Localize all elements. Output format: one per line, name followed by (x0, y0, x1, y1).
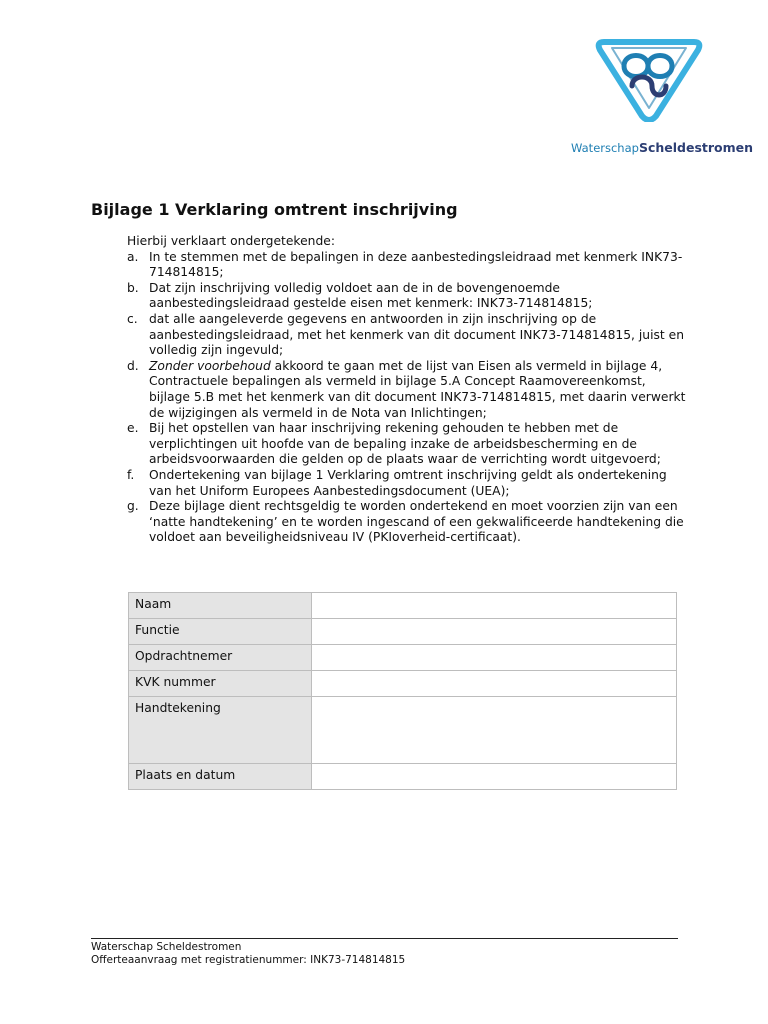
form-label: Functie (129, 619, 312, 645)
list-marker: c. (127, 311, 138, 326)
form-row-handtekening (129, 697, 677, 764)
list-marker: b. (127, 280, 139, 295)
page-footer (91, 938, 678, 967)
form-label: Opdrachtnemer (129, 645, 312, 671)
list-item (127, 359, 687, 421)
footer-organization: Waterschap Scheldestromen (91, 941, 242, 953)
list-item (127, 499, 687, 546)
page-title: Bijlage 1 Verklaring omtrent inschrijving (91, 200, 458, 219)
function-field[interactable] (312, 619, 677, 645)
list-item-emphasis: Zonder voorbehoud (149, 358, 271, 373)
list-item-text: In te stemmen met de bepalingen in deze aanbestedingsleidraad met kenmerk INK73-714814815; (149, 249, 683, 280)
list-item-text: Deze bijlage dient rechtsgeldig te worden ondertekend en moet voorzien zijn van een ‘natte handtekening’ en te worden ingescand of een gekwalificeerde handtekening die voldoet aan beveiligheidsniveau IV (PKIoverheid-certificaat). (149, 499, 684, 545)
list-item (127, 312, 687, 359)
footer-reference: Offerteaanvraag met registratienummer: INK73-714814815 (91, 954, 406, 966)
list-item (127, 468, 687, 499)
list-item-text: Bij het opstellen van haar inschrijving rekening gehouden te hebben met de verplichtingen uit hoofde van de bepaling inzake de arbeidsbescherming en de arbeidsvoorwaarden die gelden op de plaats waar de verrichting wordt uitgevoerd; (149, 421, 661, 467)
form-row-opdrachtnemer (129, 645, 677, 671)
list-marker: d. (127, 358, 139, 373)
signature-field[interactable] (312, 697, 677, 764)
place-date-field[interactable] (312, 764, 677, 790)
form-label: Handtekening (129, 697, 312, 764)
waterschap-logo-icon (594, 36, 704, 122)
list-item (127, 281, 687, 312)
declaration-body (127, 234, 687, 546)
list-item (127, 421, 687, 468)
list-marker: g. (127, 499, 139, 514)
form-row-plaats-datum (129, 764, 677, 790)
form-row-kvk (129, 671, 677, 697)
form-row-naam (129, 593, 677, 619)
list-item (127, 250, 687, 281)
list-marker: e. (127, 421, 139, 436)
signature-form-table (128, 592, 677, 790)
list-marker: a. (127, 249, 139, 264)
logo-prefix: Waterschap (571, 141, 639, 155)
list-item-text: Ondertekening van bijlage 1 Verklaring omtrent inschrijving geldt als ondertekening van het Uniform Europees Aanbestedingsdocument (UEA); (149, 467, 667, 498)
list-marker: f. (127, 467, 135, 482)
logo-brand: Scheldestromen (638, 140, 754, 155)
form-label: Plaats en datum (129, 764, 312, 790)
list-item-text: dat alle aangeleverde gegevens en antwoorden in zijn inschrijving op de aanbestedingsleidraad, met het kenmerk van dit document INK73-714814815, juist en volledig zijn ingevuld; (149, 311, 684, 358)
form-label: Naam (129, 593, 312, 619)
list-item-text: akkoord te gaan met de lijst van Eisen als vermeld in bijlage 4, Contractuele bepalingen als vermeld in bijlage 5.A Concept Raamovereenkomst, bijlage 5.B met het kenmerk van dit document INK73-714814815, met daarin verwerkt de wijzigingen als vermeld in de Nota van Inlichtingen; (149, 358, 686, 420)
contractor-field[interactable] (312, 645, 677, 671)
logo-wordmark (571, 140, 753, 155)
name-field[interactable] (312, 593, 677, 619)
form-label: KVK nummer (129, 671, 312, 697)
list-item-text: Dat zijn inschrijving volledig voldoet aan de in de bovengenoemde aanbestedingsleidraad gestelde eisen met kenmerk: INK73-714814815; (149, 280, 593, 311)
intro-text: Hierbij verklaart ondergetekende: (127, 234, 335, 248)
logo (566, 36, 754, 160)
form-row-functie (129, 619, 677, 645)
declaration-list (127, 250, 687, 546)
kvk-number-field[interactable] (312, 671, 677, 697)
